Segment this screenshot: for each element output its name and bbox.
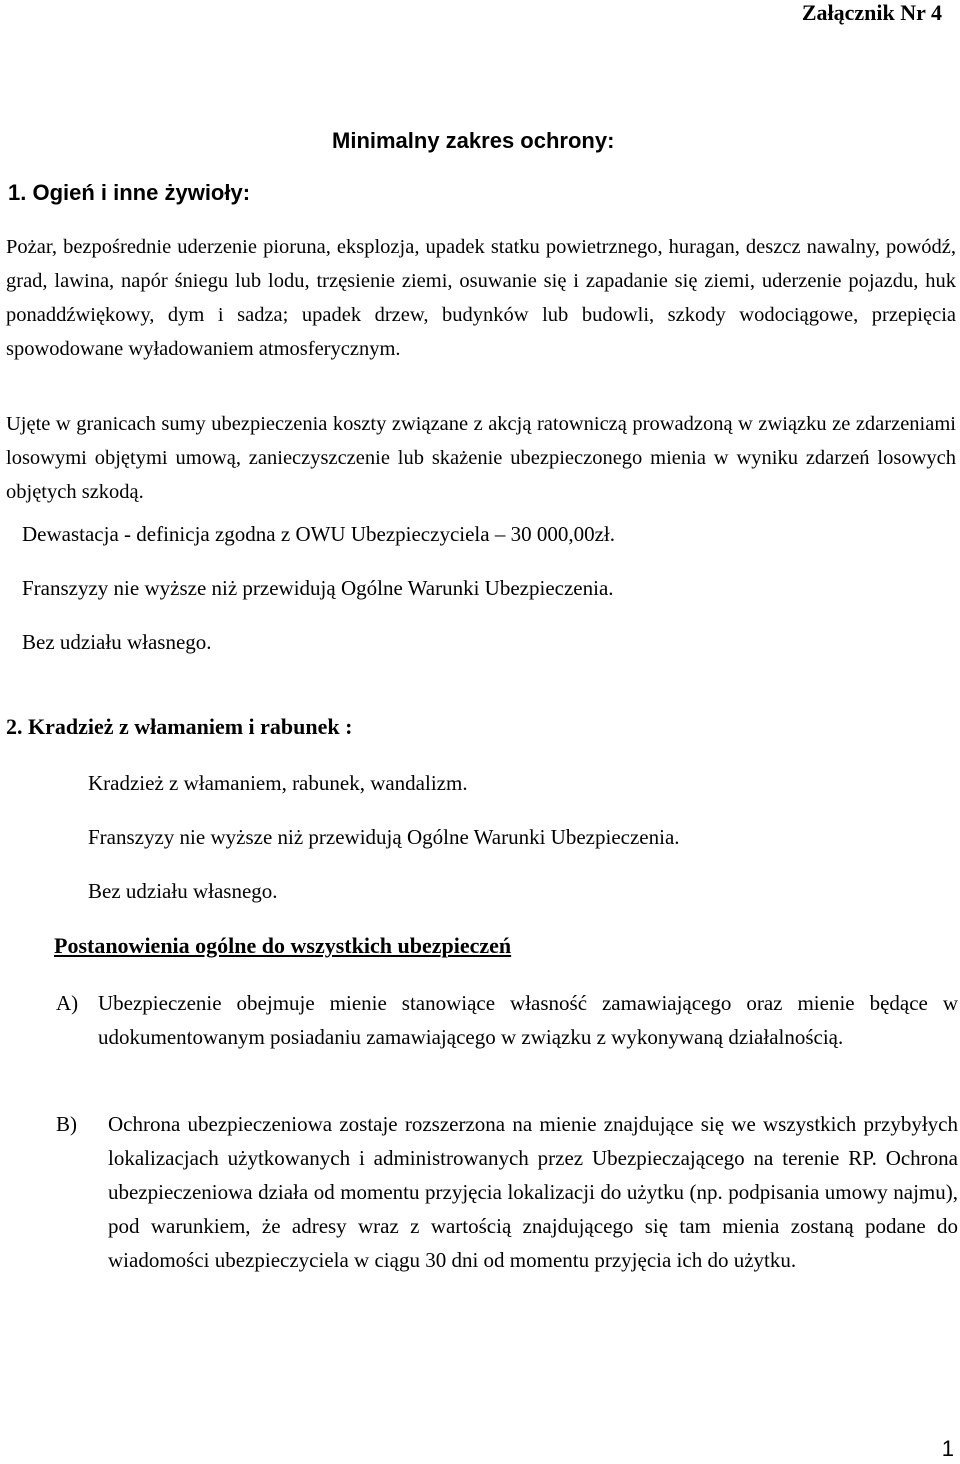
provision-label: A) bbox=[56, 991, 79, 1015]
section-1-heading: 1. Ogień i inne żywioły: bbox=[8, 180, 251, 205]
provision-text: Ubezpieczenie obejmuje mienie stanowiące własność zamawiającego oraz mienie będące w udokumentowanym posiadaniu zamawiającego w związku z wykonywaną działalnością. bbox=[98, 991, 958, 1049]
section-2-heading: 2. Kradzież z włamaniem i rabunek : bbox=[6, 714, 353, 739]
section-2-no-deductible: Bez udziału własnego. bbox=[88, 879, 278, 903]
section-1-devastation: Dewastacja - definicja zgodna z OWU Ubezpieczyciela – 30 000,00zł. bbox=[22, 522, 615, 546]
general-provision-a bbox=[56, 986, 958, 1054]
section-2-scope: Kradzież z włamaniem, rabunek, wandalizm. bbox=[88, 771, 468, 795]
annex-label: Załącznik Nr 4 bbox=[801, 0, 942, 25]
page-number: 1 bbox=[941, 1436, 954, 1461]
general-provisions-heading: Postanowienia ogólne do wszystkich ubezpieczeń bbox=[54, 933, 512, 958]
section-2-franchise: Franszyzy nie wyższe niż przewidują Ogólne Warunki Ubezpieczenia. bbox=[88, 825, 680, 849]
section-1-paragraph-rescue-costs: Ujęte w granicach sumy ubezpieczenia koszty związane z akcją ratowniczą prowadzoną w związku ze zdarzeniami losowymi objętymi umową, zanieczyszczenie lub skażenie ubezpieczonego mienia w wyniku zdarzeń losowych objętych szkodą. bbox=[6, 413, 956, 503]
page-title: Minimalny zakres ochrony: bbox=[332, 128, 615, 153]
section-1-no-deductible: Bez udziału własnego. bbox=[22, 630, 212, 654]
provision-text: Ochrona ubezpieczeniowa zostaje rozszerzona na mienie znajdujące się we wszystkich przybyłych lokalizacjach użytkowanych i administrowanych przez Ubezpieczającego na terenie RP. Ochrona ubezpieczeniowa działa od momentu przyjęcia lokalizacji do użytku (np. podpisania umowy najmu), pod warunkiem, że adresy wraz z wartością znajdującego się tam mienia zostaną podane do wiadomości ubezpieczyciela w ciągu 30 dni od momentu przyjęcia ich do użytku. bbox=[108, 1112, 958, 1272]
general-provision-b bbox=[56, 1107, 958, 1277]
section-1-franchise: Franszyzy nie wyższe niż przewidują Ogólne Warunki Ubezpieczenia. bbox=[22, 576, 614, 600]
provision-label: B) bbox=[56, 1112, 77, 1136]
section-1-paragraph-perils: Pożar, bezpośrednie uderzenie pioruna, eksplozja, upadek statku powietrznego, huragan, deszcz nawalny, powódź, grad, lawina, napór śniegu lub lodu, trzęsienie ziemi, osuwanie się i zapadanie się ziemi, uderzenie pojazdu, huk ponaddźwiękowy, dym i sadza; upadek drzew, budynków lub budowli, szkody wodociągowe, przepięcia spowodowane wyładowaniem atmosferycznym. bbox=[6, 236, 956, 360]
